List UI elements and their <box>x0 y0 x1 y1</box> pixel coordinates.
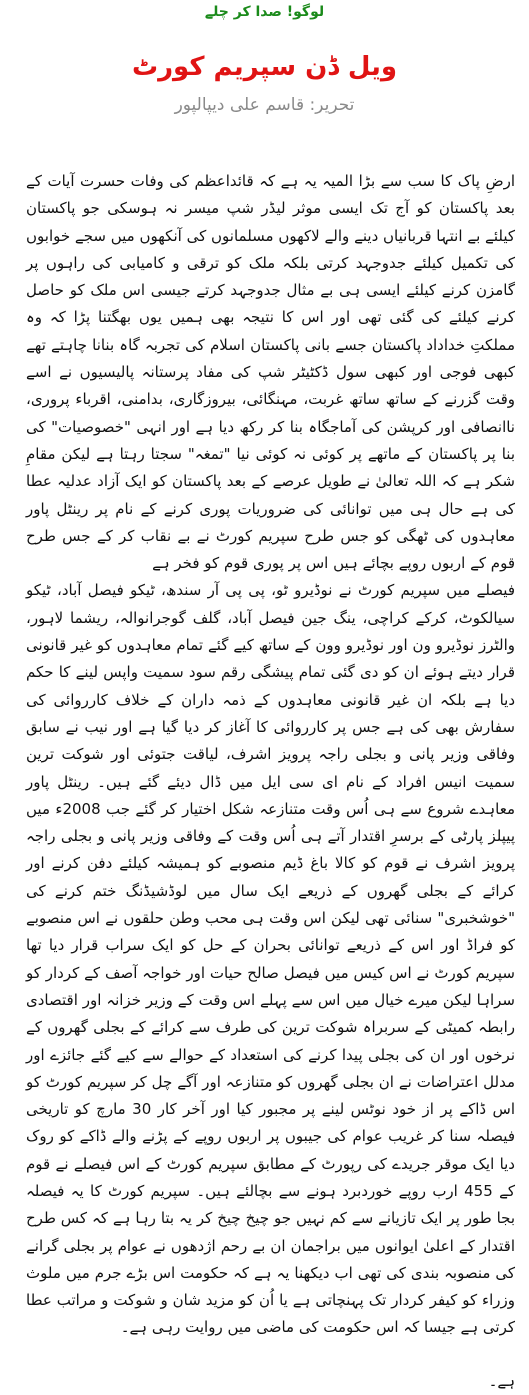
article-paragraph: ارضِ پاک کا سب سے بڑا المیہ یہ ہے کہ قائداعظم کی وفات حسرت آیات کے بعد پاکستان کو آج تک ایسی موثر لیڈر شپ میسر نہ ہوسکی جو پاکستان کیلئے بے انتہا قربانیاں دینے والے لاکھوں مسلمانوں کی آنکھوں میں سجے خوابوں کی تکمیل کیلئے جدوجہد کرتی بلکہ ملک کو ترقی و کامیابی کی راہوں پر گامزن کرنے کیلئے ایسی ہی بے مثال جدوجہد کرتے جیسی اس ملک کو حاصل کرنے کیلئے کی گئی تھی اور اس کا نتیجہ بھی ہمیں یوں بھگتنا پڑا کہ وہ مملکتِ خداداد پاکستان جسے بانی پاکستان اسلام کی تجربہ گاہ بنانا چاہتے تھے کبھی فوجی اور کبھی سول ڈکٹیٹر شپ کی مفاد پرستانہ پالیسیوں نے اسے وقت گزرنے کے ساتھ ساتھ غربت، مہنگائی، بیروزگاری، بدامنی، اقرباء پروری، ناانصافی اور کرپشن کی آماجگاہ بنا کر رکھ دیا ہے اور انہی "خصوصیات" کی بنا پر پاکستان کے ماتھے پر کوئی نہ کوئی نیا "تمغہ" سجتا رہتا ہے لیکن مقامِ شکر ہے کہ اللہ تعالیٰ نے طویل عرصے کے بعد پاکستان کو ایک آزاد عدلیہ عطا کی ہے حال ہی میں توانائی کی ضروریات پوری کرنے کے نام پر رینٹل پاور معاہدوں کی ٹھگی کو جس طرح سپریم کورٹ نے بے نقاب کر کے جس طرح قوم کے اربوں روپے بچائے ہیں اس پر پوری قوم کو فخر ہے <box>26 172 515 573</box>
article-title: ویل ڈن سپریم کورٹ <box>131 52 398 82</box>
author-byline: تحریر: قاسم علی دیپالپور <box>174 95 355 115</box>
article-paragraph: فیصلے میں سپریم کورٹ نے نوڈیرو ٹو، پی پی آر سندھ، ٹیکو فیصل آباد، ٹیکو سیالکوٹ، کرکے کراچی، ینگ جین فیصل آباد، گلف گوجرانوالہ، ریشما لاہور، والٹرز نوڈیرو ون اور نوڈیرو وون کے ساتھ کیے گئے تمام معاہدوں کو غیر قانونی قرار دیتے ہوئے ان کو دی گئی تمام پیشگی رقم سود سمیت واپس لینے کا حکم دیا ہے بلکہ ان غیر قانونی معاہدوں کے ذمہ داران کے خلاف کارروائی کی سفارش بھی کی ہے جس پر کارروائی کا آغاز کر دیا گیا ہے اور نیب نے سابق وفاقی وزیر پانی و بجلی راجہ پرویز اشرف، لیاقت جتوئی اور شوکت ترین سمیت انیس افراد کے نام ای سی ایل میں ڈال دیئے گئے ہیں۔ رینٹل پاور معاہدے شروع سے ہی اُس وقت متنازعہ شکل اختیار کر گئے جب 2008ء میں پیپلز پارٹی کے برسرِ اقتدار آتے ہی اُس وقت کے وفاقی وزیر پانی و بجلی راجہ پرویز اشرف نے قوم کو کالا باغ ڈیم منصوبے کو ہمیشہ کیلئے دفن کرنے اور کرائے کے بجلی گھروں کے ذریعے ایک سال میں لوڈشیڈنگ ختم کرنے کی "خوشخبری" سنائی تھی لیکن اس وقت ہی محب وطن حلقوں نے اس منصوبے کو فراڈ اور اس کے ذریعے توانائی بحران کے حل کو ایک سراب قرار دیا تھا سپریم کورٹ نے اس کیس میں فیصل صالح حیات اور خواجہ آصف کے کردار کو سراہا لیکن میرے خیال میں اس سے پہلے اس وقت کے وزیر خزانہ اور اقتصادی رابطہ کمیٹی کے سربراہ شوکت ترین کی طرف سے کرائے کے بجلی گھروں کے نرخوں اور ان کی بجلی پیدا کرنے کی استعداد کے حوالے سے کیے گئے جائزے اور مدلل اعتراضات نے ان بجلی گھروں کو متنازعہ اور آگے چل کر سپریم کورٹ کو اس ڈاکے پر از خود نوٹس لینے پر مجبور کیا اور آخر کار 30 مارچ کو تاریخی فیصلہ سنا کر غریب عوام کی جیبوں پر اربوں روپے کے پڑنے والے ڈاکے کو روک دیا ایک موقر جریدے کی رپورٹ کے مطابق سپریم کورٹ کے اس فیصلے نے قوم کے 455 ارب روپے خوردبرد ہونے سے بچالئے ہیں۔ سپریم کورٹ کا یہ فیصلہ بجا طور پر ایک تازیانے سے کم نہیں جو چیخ چیخ کر یہ بتا رہا ہے کہ کس طرح اقتدار کے اعلیٰ ایوانوں میں براجمان ان بے رحم اژدھوں نے عوام پر بجلی گرانے کی منصوبہ بندی کی تھی اب دیکھنا یہ ہے کہ حکومت اس بڑے جرم میں ملوث وزراء کو کیفر کردار تک پہنچاتی ہے یا اُن کو مزید شان و شوکت و مراتب عطا کرتی ہے جیسا کہ اس حکومت کی ماضی میں روایت رہی ہے۔ <box>26 581 515 1337</box>
article-body <box>26 168 515 1395</box>
article-closing: ہے۔ <box>488 1371 515 1390</box>
column-series-title: لوگو! صدا کر چلے <box>204 4 325 20</box>
